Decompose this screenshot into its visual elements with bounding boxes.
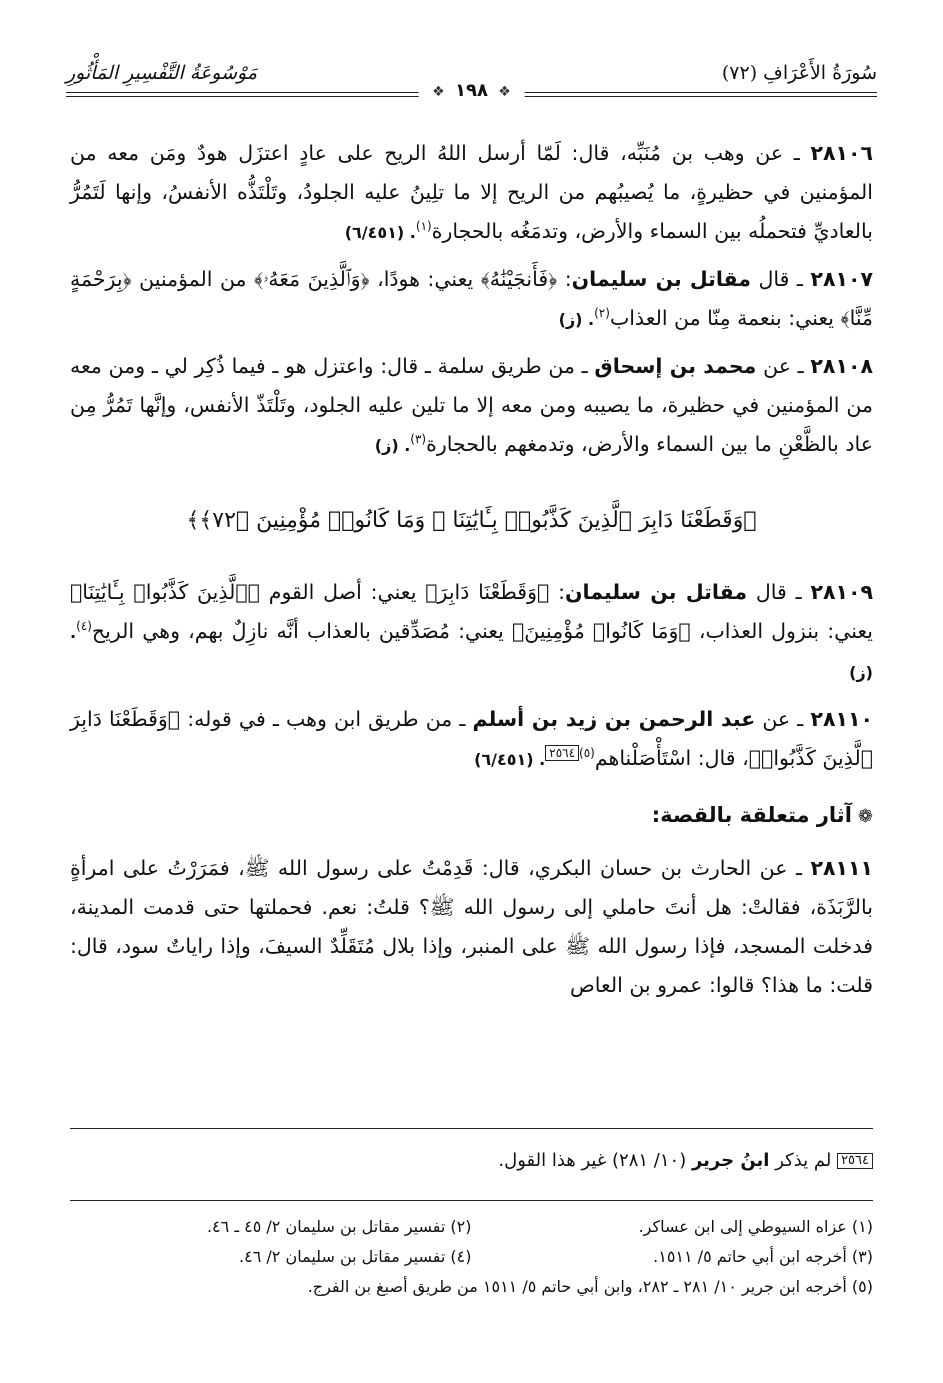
editor-note-prefix: لم يذكر bbox=[769, 1150, 838, 1171]
athar-prefix: ـ قال bbox=[747, 580, 811, 604]
narrator-name: مقاتل بن سليمان bbox=[571, 267, 751, 291]
athar-prefix: ـ عن bbox=[755, 707, 811, 731]
footnote-marker[interactable]: (٤) bbox=[76, 619, 92, 634]
athar-text: ـ من طريق ابن وهب ـ في قوله: ﴿وَقَطَعْنَا دَابِرَ ٱلَّذِينَ كَذَّبُوا۟﴾، قال: اسْتَأْصَلْناهم bbox=[70, 707, 873, 770]
athar-text: ـ عن وهب بن مُنَبِّه، قال: لَمّا أرسل اللهُ الريح على عادٍ اعتزَل هودٌ ومَن معه من المؤمنين في حظيرةٍ، ما يُصيبُهم من الريح إلا ما تلِينُ عليه الجلودُ، وتَلْتَذُّه الأنفسُ، وإنها لَتَمُرُّ بالعاديِّ فتحملُه بين السماء والأرض، وتدمَغُه بالحجارة bbox=[70, 141, 873, 243]
footnote-1: (١) عزاه السيوطي إلى ابن عساكر. bbox=[638, 1217, 873, 1236]
footnote-3: (٣) أخرجه ابن أبي حاتم ٥/ ١٥١١. bbox=[653, 1247, 873, 1266]
athar-text: : ﴿فَأَنجَيْنَٰهُ﴾ يعني: هودًا، ﴿وَٱلَّذِينَ مَعَهُۥ﴾ من المؤمنين ﴿بِرَحْمَةٍ مِّنَّا﴾ يعني: بنعمة مِنّا من العذاب bbox=[70, 267, 873, 330]
footnote-row bbox=[70, 1212, 873, 1242]
athar-number: ٢٨١٠٩ bbox=[810, 580, 873, 604]
athar-prefix: ـ عن bbox=[756, 354, 811, 378]
athar-number: ٢٨١٠٧ bbox=[810, 267, 873, 291]
footnote-2: (٢) تفسير مقاتل بن سليمان ٢/ ٤٥ ـ ٤٦. bbox=[206, 1217, 472, 1236]
athar-paragraph bbox=[70, 573, 873, 692]
flower-ornament-icon: ❁ bbox=[857, 806, 873, 827]
narrator-name: محمد بن إسحاق bbox=[594, 354, 757, 378]
athar-paragraph bbox=[70, 260, 873, 339]
editor-note-name: ابنُ جرير bbox=[691, 1150, 770, 1171]
footnotes-divider bbox=[70, 1200, 873, 1201]
editor-note-marker[interactable]: ٢٥٦٤ bbox=[545, 745, 579, 761]
ornament-icon: ❖ bbox=[498, 84, 511, 100]
footnote-marker[interactable]: (٢) bbox=[594, 306, 610, 321]
editor-note-marker: ٢٥٦٤ bbox=[837, 1153, 873, 1169]
athar-prefix: ـ قال bbox=[750, 267, 811, 291]
volume-reference: . (ز) bbox=[70, 623, 873, 682]
ornament-icon: ❖ bbox=[432, 84, 445, 100]
quran-verse: ﴿وَقَطَعْنَا دَابِرَ ٱلَّذِينَ كَذَّبُوا۟ بِـَٔايَٰتِنَا ۖ وَمَا كَانُوا۟ مُؤْمِنِينَ ﴿٧٢﴾﴾ bbox=[186, 508, 757, 533]
surah-title: سُورَةُ الأَعْرَافِ (٧٢) bbox=[721, 62, 877, 84]
book-title: مَوْسُوعَةُ التَّفْسِيرِ المَأْثُورِ bbox=[66, 62, 258, 84]
athar-number: ٢٨١١١ bbox=[810, 856, 873, 880]
narrator-name: عبد الرحمن بن زيد بن أسلم bbox=[472, 707, 756, 731]
volume-reference: . (ز) bbox=[558, 310, 595, 329]
footnotes bbox=[70, 1212, 873, 1302]
narrator-name: مقاتل بن سليمان bbox=[565, 580, 748, 604]
footnote-marker[interactable]: (١) bbox=[415, 219, 432, 234]
page-body bbox=[70, 134, 873, 1013]
athar-paragraph bbox=[70, 347, 873, 465]
footnote-row bbox=[70, 1242, 873, 1272]
page-header bbox=[66, 56, 877, 101]
athar-number: ٢٨١٠٦ bbox=[810, 141, 873, 165]
athar-paragraph bbox=[70, 700, 873, 779]
athar-text: ـ عن الحارث بن حسان البكري، قال: قَدِمْتُ على رسول الله ﷺ، فمَرَرْتُ على امرأةٍ بالرَّبَذَة، فقالتْ: هل أنتَ حاملي إلى رسول الله ﷺ؟ قلتُ: نعم. فحملتها حتى قدمت المدينة، فدخلت المسجد، فإذا رسول الله ﷺ على المنبر، وإذا بلال مُتَقَلِّدٌ السيفَ، وإذا راياتٌ سود، قال: قلت: ما هذا؟ قالوا: عمرو بن العاص bbox=[70, 856, 873, 997]
volume-reference: . (ز) bbox=[374, 436, 411, 455]
athar-paragraph bbox=[70, 849, 873, 1005]
editor-note-text: (١٠/ ٢٨١) غير هذا القول. bbox=[498, 1150, 692, 1171]
athar-paragraph bbox=[70, 134, 873, 252]
volume-reference: . (٦/٤٥١) bbox=[344, 223, 416, 242]
footnote-5: (٥) أخرجه ابن جرير ١٠/ ٢٨١ ـ ٢٨٢، وابن أبي حاتم ٥/ ١٥١١ من طريق أصبغ بن الفرج. bbox=[307, 1277, 873, 1296]
athar-text: ـ من طريق سلمة ـ قال: واعتزل هو ـ فيما ذُكِر لي ـ ومن معه من المؤمنين في حظيرة، ما يصيبه ومن معه إلا ما تلين عليه الجلود، وتَلْتَذّ الأنفس، وإنَّها تَمُرُّ مِن عاد بالظَّعْنِ ما بين السماء والأرض، وتدمغهم بالحجارة bbox=[70, 354, 873, 456]
footnote-marker[interactable]: (٣) bbox=[410, 432, 427, 447]
section-heading bbox=[70, 797, 873, 835]
volume-reference: . (٦/٤٥١) bbox=[474, 750, 546, 769]
page-number-box bbox=[418, 80, 525, 101]
editor-note-divider bbox=[70, 1128, 873, 1129]
athar-number: ٢٨١١٠ bbox=[810, 707, 873, 731]
editor-note bbox=[70, 1146, 873, 1176]
footnote-4: (٤) تفسير مقاتل بن سليمان ٢/ ٤٦. bbox=[239, 1247, 472, 1266]
athar-text: : ﴿وَقَطَعْنَا دَابِرَ﴾ يعني: أصل القوم ﴿ٱلَّذِينَ كَذَّبُوا۟ بِـَٔايَٰتِنَا﴾ يعني: بنزول العذاب، ﴿وَمَا كَانُوا۟ مُؤْمِنِينَ﴾ يعني: مُصَدِّقين بالعذاب أنَّه نازِلٌ بهم، وهي الريح bbox=[70, 580, 873, 643]
athar-number: ٢٨١٠٨ bbox=[810, 354, 873, 378]
page-number: ١٩٨ bbox=[455, 80, 488, 101]
section-heading-text: آثار متعلقة بالقصة: bbox=[651, 803, 852, 827]
footnote-marker[interactable]: (٥) bbox=[579, 746, 595, 761]
